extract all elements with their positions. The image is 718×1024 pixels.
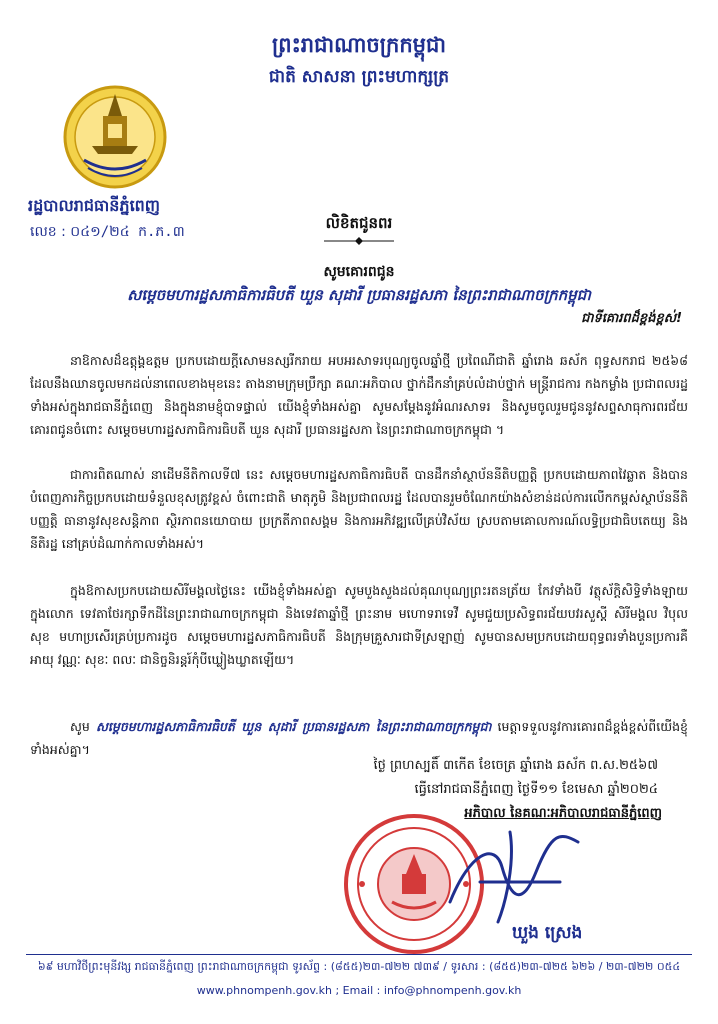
solar-date: ធ្វើនៅរាជធានីភ្នំពេញ ថ្ងៃទី១១ ខែមេសា ឆ្នាំ២០២៤: [414, 782, 658, 797]
municipality-emblem-icon: [62, 82, 168, 192]
closing-suffix: មេត្តាទទួលនូវការគោរពដ៏ខ្ពង់ខ្ពស់ពីយើងខ្ញុំទាំងអស់គ្នា។: [30, 718, 688, 757]
paragraph-3: ក្នុងឱកាសប្រកបដោយសិរីមង្គលថ្ងៃនេះ យើងខ្ញុំទាំងអស់គ្នា សូមបួងសួងដល់គុណបុណ្យព្រះរតនត្រ័យ កែវទាំងបី វត្ថុស័ក្តិសិទ្ធិទាំងឡាយក្នុងលោក ទេវតាថែរក្សាទឹកដីនៃព្រះរាជាណាចក្រកម្ពុជា និងទេវតាឆ្នាំថ្មី ព្រះនាម មហោទរាទេវី សូមជួយប្រសិទ្ធពរជ័យបវរសួស្តី សិរីមង្គល វិបុលសុខ មហាប្រសើរគ្រប់ប្រការដូច សម្តេចមហារដ្ឋសភាធិការធិបតី និងក្រុមគ្រួសារជាទីស្រឡាញ់ សូមបានសមប្រកបដោយពុទ្ធពរទាំងបួនប្រការគឺ អាយុ វណ្ណៈ សុខៈ ពលៈ ជានិច្ចនិរន្តរ៍កុំបីឃ្លៀងឃ្លាតឡើយ។: [30, 582, 688, 667]
lunar-date: ថ្ងៃ ព្រហស្បតិ៍ ៣កើត ខែចេត្រ ឆ្នាំរោង ឆស័ក ព.ស.២៥៦៧: [373, 758, 658, 773]
footer-contact: [0, 984, 718, 997]
recipient: សម្តេចមហារដ្ឋសភាធិការធិបតី ឃួន សុដារី ប្រធានរដ្ឋសភា នៃព្រះរាជាណាចក្រកម្ពុជា: [127, 286, 591, 304]
signer-name: ឃួង ស្រេង: [512, 923, 583, 943]
paragraph-1: នាឱកាសដ៏ឧត្តុង្គឧត្តម ប្រកបដោយក្តីសោមនស្សរីករាយ អបអរសាទរបុណ្យចូលឆ្នាំថ្មី ប្រពៃណីជាតិ ឆ្នាំរោង ឆស័ក ពុទ្ធសករាជ ២៥៦៨ ដែលនឹងឈានចូលមកដល់នាពេលខាងមុខនេះ តាងនាមក្រុមប្រឹក្សា គណៈអភិបាល ថ្នាក់ដឹកនាំគ្រប់លំដាប់ថ្នាក់ មន្ត្រីរាជការ កងកម្លាំង ប្រជាពលរដ្ឋទាំងអស់ក្នុងរាជធានីភ្នំពេញ និងក្នុងនាមខ្ញុំបាទផ្ទាល់ យើងខ្ញុំទាំងអស់គ្នា សូមសម្តែងនូវអំណរសាទរ និងសូមចូលរួមជូននូវសព្ទសាធុការពរជ័យ គោរពជូនចំពោះ សម្តេចមហារដ្ឋសភាធិការធិបតី ឃួន សុដារី ប្រធានរដ្ឋសភា នៃព្រះរាជាណាចក្រកម្ពុជា ។: [30, 352, 688, 437]
respect-line: សូមគោរពជូន: [323, 264, 395, 280]
footer-divider: [26, 954, 692, 955]
footer-address: ៦៩ មហាវិថីព្រះមុនីវង្ស រាជធានីភ្នំពេញ ព្រះរាជាណាចក្រកម្ពុជា ទូរស័ព្ទ : (៨៥៥)២៣-៧២២ ៧៣៩ / ទូរសារ : (៨៥៥)២៣-៧២៥ ៦២៦ / ២៣-៧២២ ០៥៤: [37, 960, 681, 973]
letter-title: លិខិតជូនពរ: [325, 214, 393, 232]
paragraph-2: ជាការពិតណាស់ នាដើមនីតិកាលទី៧ នេះ សម្តេចមហារដ្ឋសភាធិការធិបតី បានដឹកនាំស្ថាប័ននីតិបញ្ញត្តិ ប្រកបដោយភាពវៃឆ្លាត និងបានបំពេញភារកិច្ចប្រកបដោយទំនួលខុសត្រូវខ្ពស់ ចំពោះជាតិ មាតុភូមិ និងប្រជាពលរដ្ឋ ដែលបានរួមចំណែកយ៉ាងសំខាន់ដល់ការលើកកម្ពស់ស្ថាប័ននីតិបញ្ញត្តិ ធានានូវសុខសន្តិភាព ស្ថិរភាពនយោបាយ ប្រក្រតីភាពសង្គម និងការអភិវឌ្ឍលើគ្រប់វិស័យ ស្របតាមគោលការណ៍លទ្ធិប្រជាធិបតេយ្យ និងនីតិរដ្ឋ នៅគ្រប់ដំណាក់កាលទាំងអស់។: [30, 466, 688, 551]
title-ornament-icon: [324, 236, 394, 246]
national-motto: ជាតិ សាសនា ព្រះមហាក្សត្រ: [268, 67, 450, 87]
signatory-title: អភិបាល នៃគណៈអភិបាលរាជធានីភ្នំពេញ: [464, 806, 662, 821]
email-link[interactable]: info@phnompenh.gov.kh: [383, 984, 522, 997]
reference-value: ០៤១/២៤ ក.ភ.៣: [70, 224, 185, 240]
closing-recipient: សម្តេចមហារដ្ឋសភាធិការធិបតី ឃួន សុដារី ប្រធានរដ្ឋសភា នៃព្រះរាជាណាចក្រកម្ពុជា: [96, 718, 492, 734]
kingdom-name: ព្រះរាជាណាចក្រកម្ពុជា: [271, 33, 446, 57]
email-label: ; Email :: [335, 984, 381, 997]
reference-label: លេខ :: [30, 224, 66, 240]
website-link[interactable]: www.phnompenh.gov.kh: [196, 984, 332, 997]
closing-paragraph: [30, 715, 688, 761]
salutation: ជាទីគោរពដ៏ខ្ពង់ខ្ពស់!: [581, 311, 682, 326]
closing-prefix: សូម: [70, 718, 90, 734]
issuing-authority: រដ្ឋបាលរាជធានីភ្នំពេញ: [28, 196, 161, 215]
handwritten-signature-icon: [440, 812, 590, 932]
